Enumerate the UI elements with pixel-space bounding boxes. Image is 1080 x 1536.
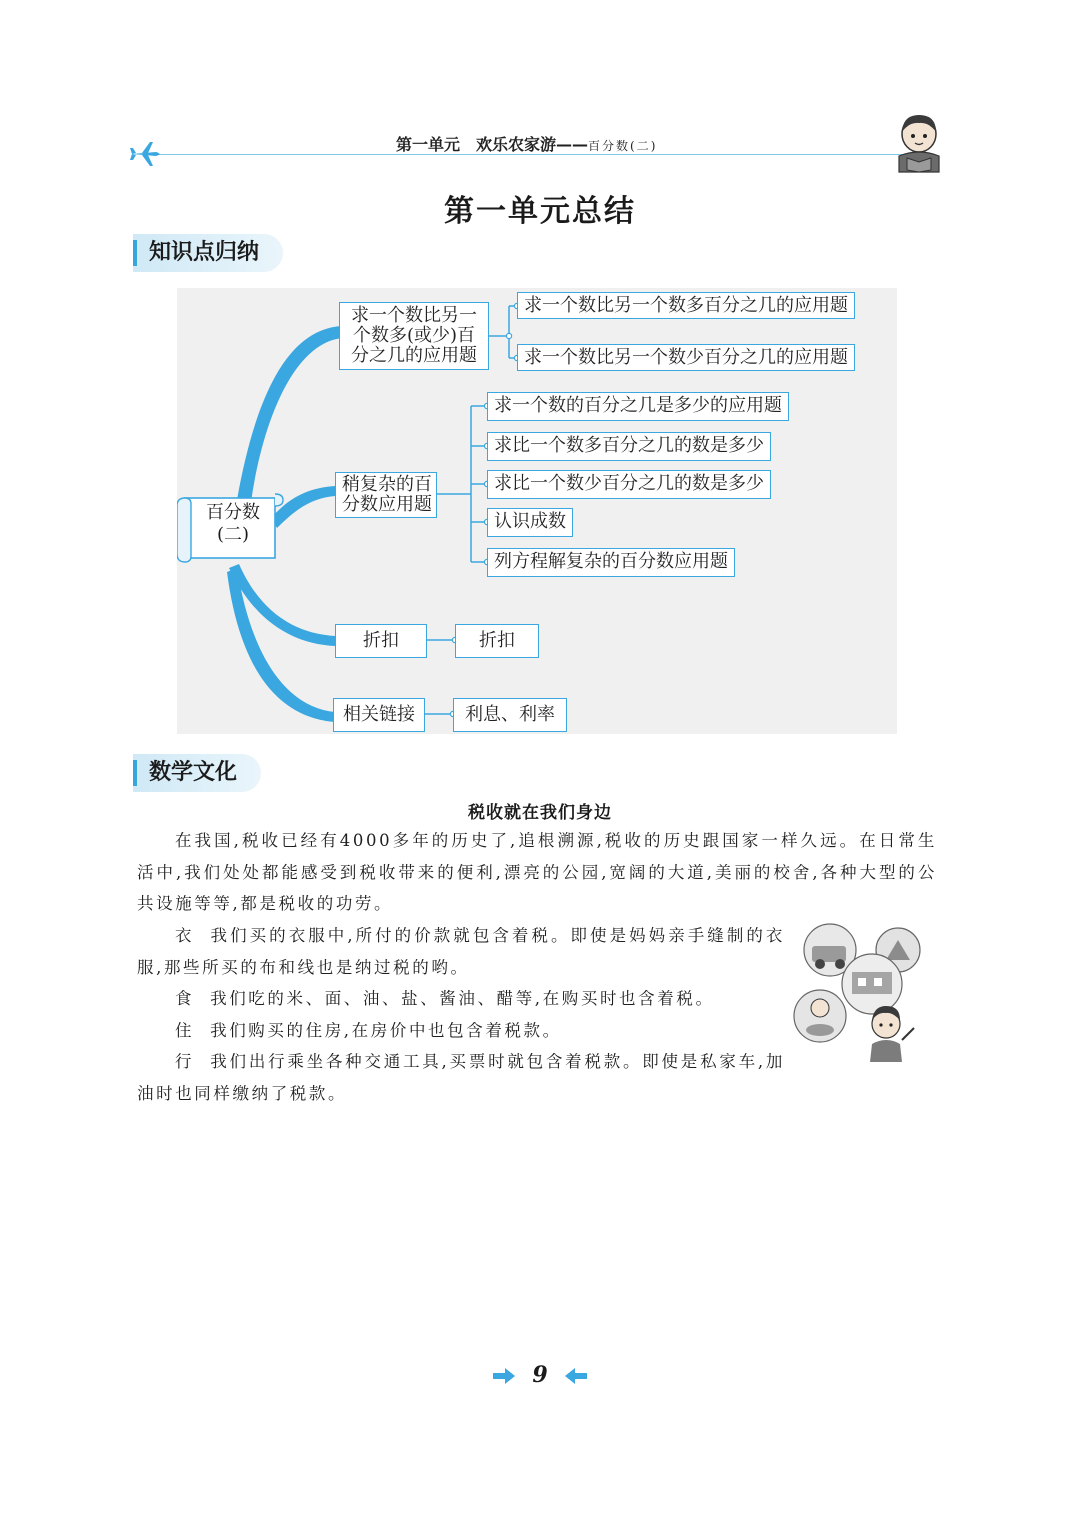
- header-title: 第一单元 欢乐农家游——百分数(二): [396, 135, 658, 154]
- airplane-icon: [130, 140, 164, 168]
- reading-boy-icon: [893, 112, 945, 174]
- section-label-culture: 数学文化: [133, 754, 261, 792]
- leaf-chengshu: 认识成数: [487, 508, 573, 537]
- leaf-discount: 折扣: [455, 624, 539, 658]
- branch-percent-compare: 求一个数比另一 个数多(或少)百 分之几的应用题: [339, 302, 489, 370]
- leaf-interest-rate: 利息、利率: [453, 698, 567, 732]
- leaf-less-percent: 求一个数比另一个数少百分之几的应用题: [517, 344, 855, 371]
- branch-discount: 折扣: [335, 624, 427, 658]
- section-label-knowledge: 知识点归纳: [133, 234, 283, 272]
- article-intro: 在我国,税收已经有4000多年的历史了,追根溯源,税收的历史跟国家一样久远。在日常生活中,我们处处都能感受到税收带来的便利,漂亮的公园,宽阔的大道,美丽的校舍,各种大型的公共设施等等,都是税收的功劳。: [137, 831, 937, 914]
- leaf-more-than-number: 求比一个数多百分之几的数是多少: [487, 432, 771, 461]
- leaf-less-than-number: 求比一个数少百分之几的数是多少: [487, 470, 771, 499]
- article-item-travel: 行 我们出行乘坐各种交通工具,买票时就包含着税款。即使是私家车,加油时也同样缴纳了税款。: [137, 1052, 785, 1103]
- branch-related-links: 相关链接: [333, 698, 425, 732]
- leaf-percent-of-number: 求一个数的百分之几是多少的应用题: [487, 392, 789, 421]
- article-item-food: 食 我们吃的米、面、油、盐、酱油、醋等,在购买时也含着税。: [175, 989, 715, 1008]
- page-header: [130, 112, 945, 174]
- page-title: 第一单元总结: [444, 194, 636, 229]
- mind-map: [177, 288, 897, 734]
- leaf-equation-percent: 列方程解复杂的百分数应用题: [487, 548, 735, 577]
- arrow-right-icon: [491, 1368, 517, 1384]
- page-number: 9: [0, 1362, 1080, 1388]
- article-title: 税收就在我们身边: [468, 803, 612, 823]
- article-item-housing: 住 我们购买的住房,在房价中也包含着税款。: [175, 1021, 562, 1040]
- tax-illustration: [790, 920, 940, 1062]
- mind-map-root: 百分数 (二): [206, 502, 260, 545]
- arrow-left-icon: [563, 1368, 589, 1384]
- article-item-clothing: 衣 我们买的衣服中,所付的价款就包含着税。即使是妈妈亲手缝制的衣服,那些所买的布和线也是纳过税的哟。: [137, 926, 785, 977]
- leaf-more-percent: 求一个数比另一个数多百分之几的应用题: [517, 292, 855, 319]
- branch-complex-percent: 稍复杂的百 分数应用题: [335, 472, 437, 518]
